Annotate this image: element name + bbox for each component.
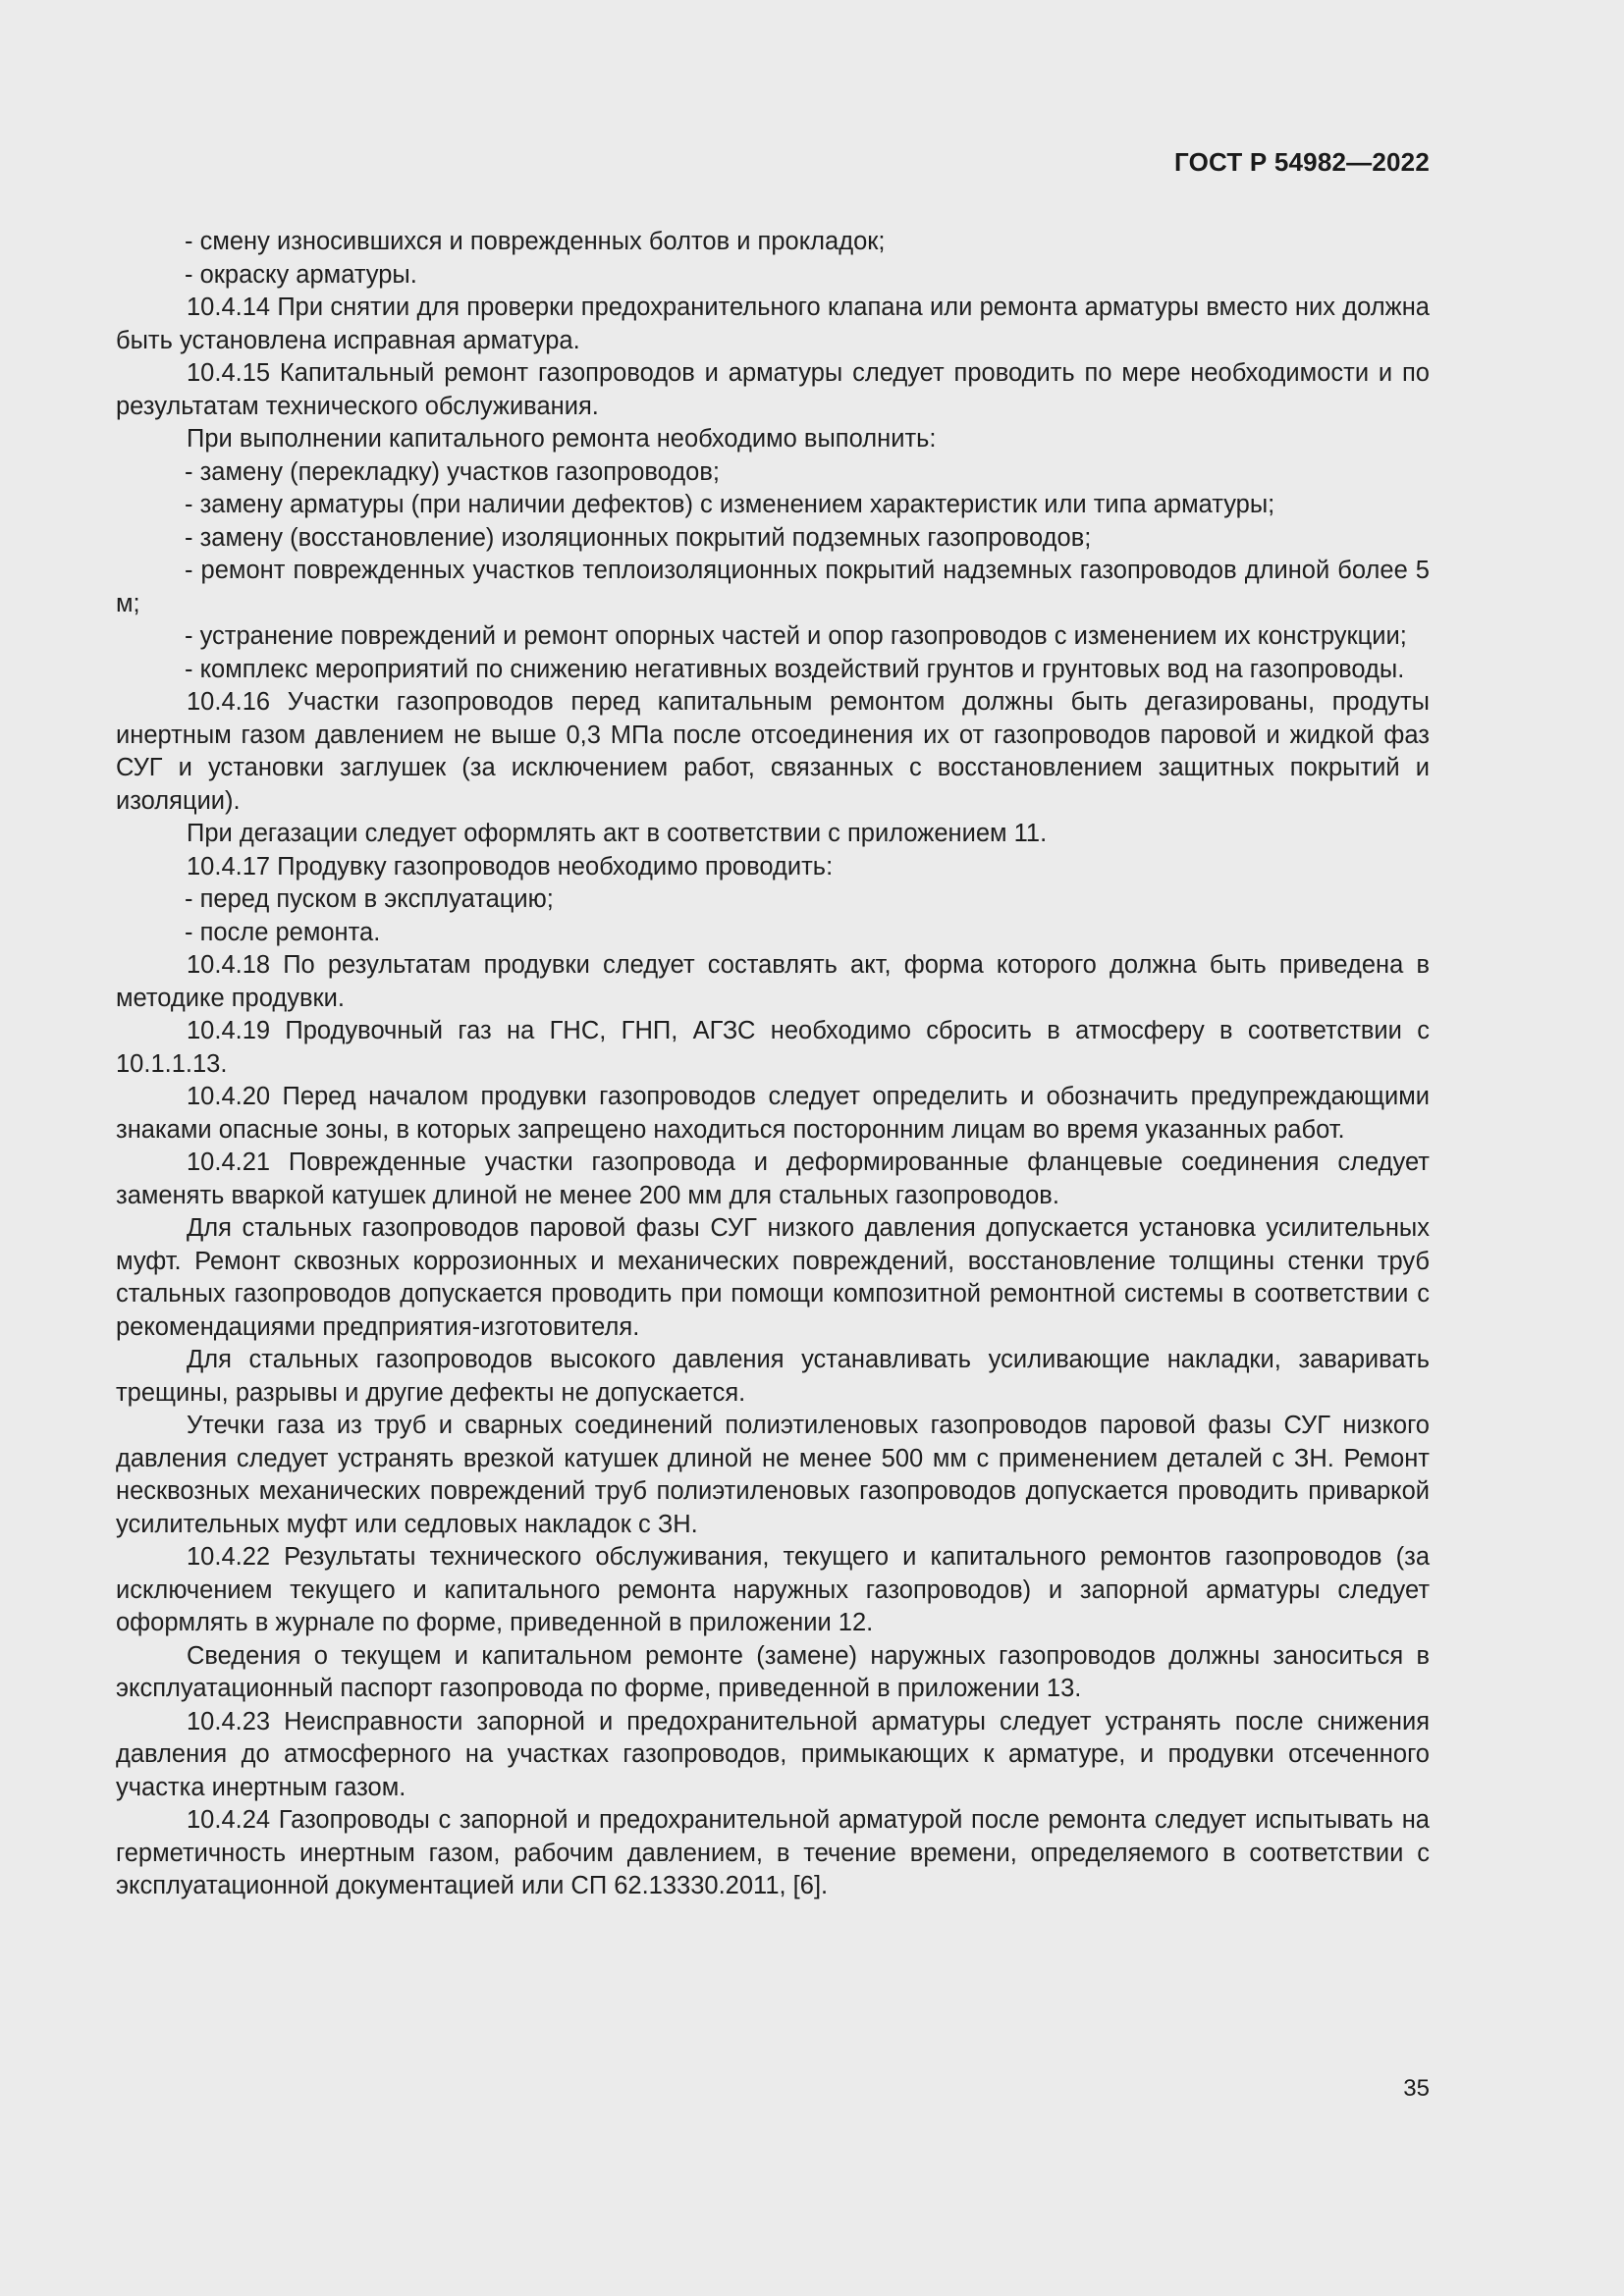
- paragraph: 10.4.17 Продувку газопроводов необходимо проводить:: [187, 852, 834, 881]
- paragraph: 10.4.23 Неисправности запорной и предохранительной арматуры следует устранять после снижения давления до атмосферного на участках газопроводов, примыкающих к арматуре, и продувки отсеченного участка инертным газом.: [116, 1707, 1430, 1801]
- list-item: - после ремонта.: [185, 918, 381, 946]
- paragraph: 10.4.20 Перед началом продувки газопроводов следует определить и обозначить предупреждающими знаками опасные зоны, в которых запрещено находиться посторонним лицам во время указанных работ.: [116, 1083, 1430, 1144]
- list-item: - смену износившихся и поврежденных болтов и прокладок;: [185, 228, 886, 255]
- paragraph: Для стальных газопроводов паровой фазы СУГ низкого давления допускается установка усилительных муфт. Ремонт сквозных коррозионных и механических повреждений, восстановление толщины стенки труб стальных газопроводов допускается проводить при помощи композитной ремонтной системы в соответствии с рекомендациями предприятия-изготовителя.: [116, 1214, 1430, 1341]
- list-item: - замену (перекладку) участков газопроводов;: [185, 457, 720, 486]
- paragraph: 10.4.22 Результаты технического обслуживания, текущего и капитального ремонтов газопроводов (за исключением текущего и капитального ремонта наружных газопроводов) и запорной арматуры следует оформлять в журнале по форме, приведенной в приложении 12.: [116, 1543, 1430, 1636]
- paragraph: 10.4.21 Поврежденные участки газопровода и деформированные фланцевые соединения следует заменять вваркой катушек длиной не менее 200 мм для стальных газопроводов.: [116, 1148, 1430, 1209]
- paragraph: 10.4.15 Капитальный ремонт газопроводов и арматуры следует проводить по мере необходимости и по результатам технического обслуживания.: [116, 359, 1430, 420]
- paragraph: 10.4.16 Участки газопроводов перед капитальным ремонтом должны быть дегазированы, продуты инертным газом давлением не выше 0,3 МПа после отсоединения их от газопроводов паровой и жидкой фаз СУГ и установки заглушек (за исключением работ, связанных с восстановлением защитных покрытий и изоляции).: [116, 688, 1430, 815]
- document-body: [116, 226, 1430, 1903]
- list-item: - окраску арматуры.: [185, 260, 417, 289]
- paragraph: 10.4.19 Продувочный газ на ГНС, ГНП, АГЗС необходимо сбросить в атмосферу в соответствии с 10.1.1.13.: [116, 1017, 1430, 1078]
- paragraph: Сведения о текущем и капитальном ремонте (замене) наружных газопроводов должны заноситься в эксплуатационный паспорт газопровода по форме, приведенной в приложении 13.: [116, 1641, 1430, 1702]
- paragraph: 10.4.18 По результатам продувки следует составлять акт, форма которого должна быть приведена в методике продувки.: [116, 951, 1430, 1012]
- paragraph: Утечки газа из труб и сварных соединений полиэтиленовых газопроводов паровой фазы СУГ низкого давления следует устранять врезкой катушек длиной не менее 500 мм с применением деталей с ЗН. Ремонт несквозных механических повреждений труб полиэтиленовых газопроводов допускается проводить приваркой усилительных муфт или седловых накладок с ЗН.: [116, 1412, 1430, 1538]
- list-item: - перед пуском в эксплуатацию;: [185, 885, 554, 913]
- list-item: - замену арматуры (при наличии дефектов) с изменением характеристик или типа арматуры;: [185, 491, 1275, 518]
- paragraph: 10.4.24 Газопроводы с запорной и предохранительной арматурой после ремонта следует испытывать на герметичность инертным газом, рабочим давлением, в течение времени, определяемого в соответствии с эксплуатационной документацией или СП 62.13330.2011, [6].: [116, 1806, 1430, 1899]
- page-number: 35: [1403, 2075, 1430, 2102]
- paragraph: При дегазации следует оформлять акт в соответствии с приложением 11.: [187, 820, 1048, 847]
- list-item: - ремонт поврежденных участков теплоизоляционных покрытий надземных газопроводов длиной более 5 м;: [116, 557, 1430, 617]
- paragraph: Для стальных газопроводов высокого давления устанавливать усиливающие накладки, заваривать трещины, разрывы и другие дефекты не допускается.: [116, 1346, 1430, 1407]
- list-item: - комплекс мероприятий по снижению негативных воздействий грунтов и грунтовых вод на газопроводы.: [185, 655, 1405, 683]
- paragraph: 10.4.14 При снятии для проверки предохранительного клапана или ремонта арматуры вместо них должна быть установлена исправная арматура.: [116, 294, 1430, 354]
- standard-id: ГОСТ Р 54982—2022: [1174, 147, 1430, 177]
- paragraph: При выполнении капитального ремонта необходимо выполнить:: [187, 425, 937, 453]
- list-item: - замену (восстановление) изоляционных покрытий подземных газопроводов;: [185, 523, 1092, 552]
- list-item: - устранение повреждений и ремонт опорных частей и опор газопроводов с изменением их конструкции;: [185, 622, 1407, 650]
